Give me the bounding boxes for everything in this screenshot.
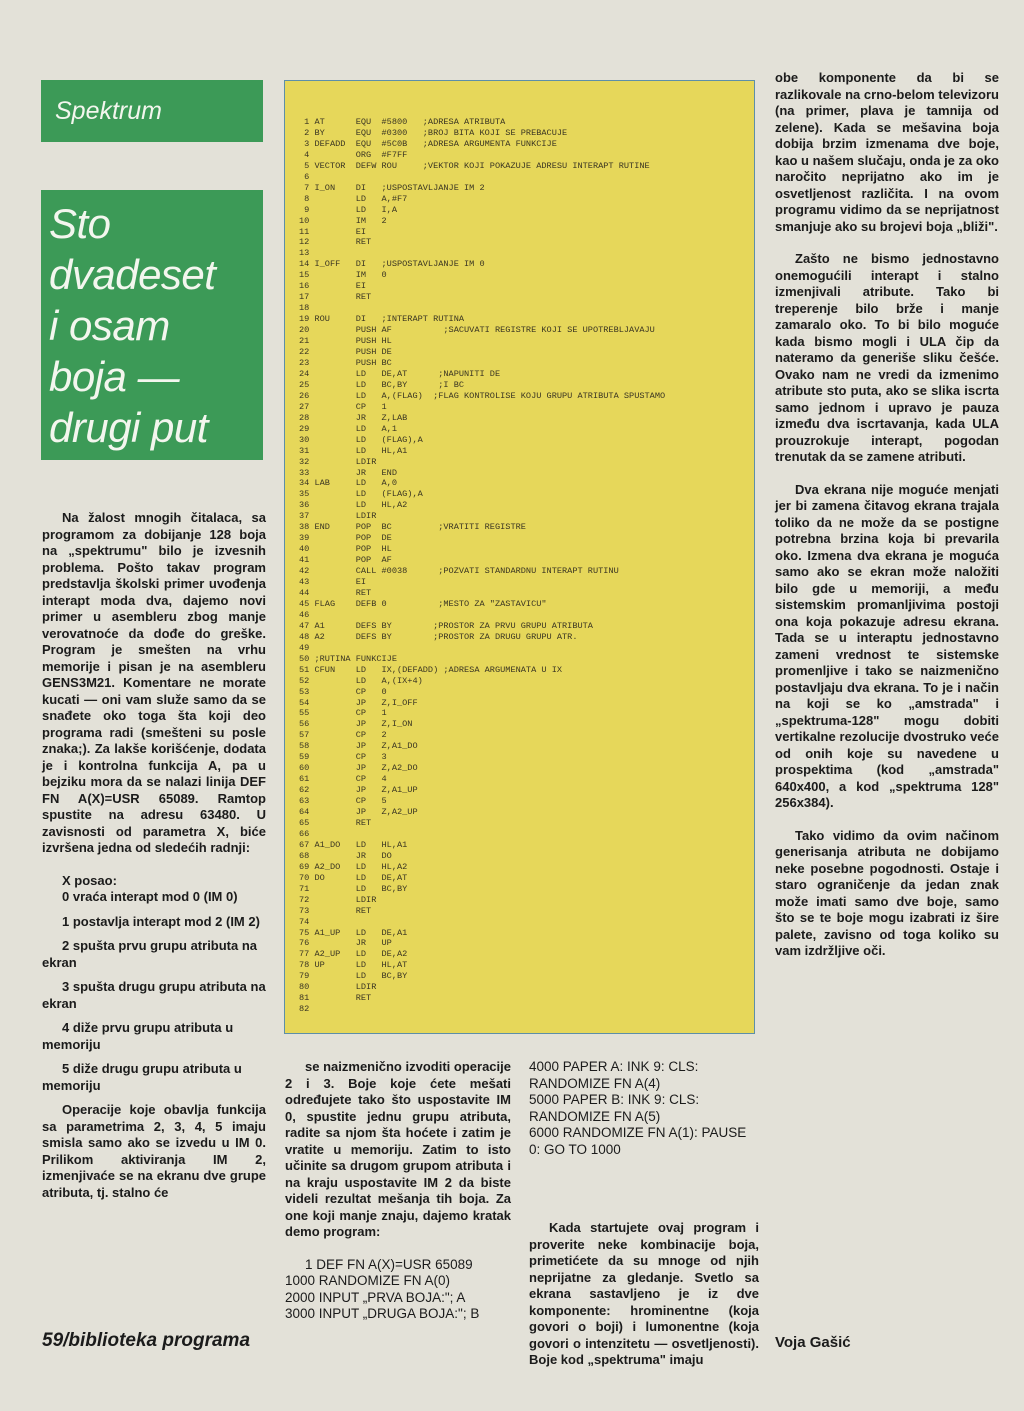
text-column-4 — [529, 1059, 759, 1369]
title-line: dvadeset — [49, 251, 216, 298]
demo-line: 6000 RANDOMIZE FN A(1): PAUSE 0: GO TO 1000 — [529, 1125, 747, 1157]
demo-line: 1000 RANDOMIZE FN A(0) — [285, 1273, 451, 1288]
demo-line: 1 DEF FN A(X)=USR 65089 — [305, 1256, 473, 1272]
x-list-item: 3 spušta drugu grupu atributa na ekran — [42, 979, 266, 1011]
page-footer: 59/biblioteka programa — [42, 1330, 251, 1351]
demo-program — [285, 1257, 511, 1323]
text-column-3 — [285, 1059, 511, 1323]
author-name: Voja Gašić — [775, 1334, 851, 1351]
x-list-item: 1 postavlja interapt mod 2 (IM 2) — [62, 913, 260, 929]
title-line: i osam — [49, 302, 170, 349]
col4-paragraph: Kada startujete ovaj program i proverite neke kombinacije boja, primetićete da su mnoge od njih neprijatne za gledanje. Svetlo sa ekrana sastavljeno je iz dve komponente: hrominentne (koja govori o boji) i lumonentne (koja govori o intenzitetu — osvetljenosti). Boje kod „spektruma" imaju — [529, 1220, 759, 1367]
demo-program-cont — [529, 1059, 759, 1158]
x-list-item: 4 diže prvu grupu atributa u memoriju — [42, 1020, 234, 1052]
demo-line: 2000 INPUT „PRVA BOJA:"; A — [285, 1289, 466, 1305]
col5-paragraph: Tako vidimo da ovim načinom generisanja atributa ne dobijamo neke posebne pogodnosti. Ostaje i staro ograničenje da jedan znak može imati samo dve boje, samo što se te boje mogu izabrati iz šire palete, zavisno od toga koliko su vam izdržljive oči. — [775, 827, 999, 958]
col5-paragraph: Dva ekrana nije moguće menjati jer bi zamena čitavog ekrana trajala toliko da ne može da se postigne potrebna brzina koja bi prevarila oko. Izmena dva ekrana je moguća samo ako se ekran može naložiti bilo gde u memoriji, a među sistemskim promanljivima postoji ona koja pokazuje adresu ekrana. Tada se u interaptu jednostavno zameni vrednost te sistemske promenljive i tako se naizmenično postavljaju dva ekrana. To je i način na koji se ko „amstrada" i „spektruma-128" mogu dobiti vertikalne rezolucije dvostruko veće od onih koje su navedene u prospektima (kod „amstrada" 640x400, a kod „spektruma 128" 256x384). — [775, 481, 999, 810]
text-column-5 — [775, 70, 999, 960]
col5-paragraph: Zašto ne bismo jednostavno onemogućili interapt i stalno izmenjivali atribute. Tako bi treperenje bilo brže i manje zamaralo oko. To bi bilo moguće kada bismo mogli i ULA čip da nateramo da generiše sliku češće. Ovako nam ne vredi da izmenimo atribute sto puta, ako se slika iscrta samo jednom i upravo je pauza između dva iscrtavanja, kada ULA prouzrokuje interapt, pogodan trenutak da se zamene atributi. — [775, 251, 999, 464]
code-listing — [284, 80, 755, 1034]
title-line: drugi put — [49, 404, 208, 451]
col5-paragraph: obe komponente da bi se razlikovale na crno-belom televizoru (na primer, plava je tamnija od zelene). Kada se mešavina boja dobija brzim izmenama dve boje, kao u našem slučaju, onda je za oko naročito neprijatno ako im je osvetljenost različita. I na ovom programu vidimo da se neprijatnost smanjuje ako su brojevi boja „bliži". — [775, 70, 999, 234]
section-label: Spektrum — [41, 80, 263, 142]
demo-line: 3000 INPUT „DRUGA BOJA:"; B — [285, 1306, 480, 1321]
x-list-item: 0 vraća interapt mod 0 (IM 0) — [62, 889, 238, 904]
intro-paragraph: Na žalost mnogih čitalaca, sa programom za dobijanje 128 boja na „spektrumu" bilo je izvesnih problema. Pošto takav program predstavlja školski primer uvođenja interapt moda dva, dajemo novi primer u asembleru zbog manje verovatnoće da dođe do greške. Program je smešten na vrhu memorije i pisan je na asembleru GENS3M21. Komentare ne morate kucati — oni vam služe samo da se snađete oko toga šta koji deo programa radi (smešteni su posle znaka;). Za lakše korišćenje, dodata je i kontrolna funkcija A, pa u bejziku mora da se nalazi linija DEF FN A(X)=USR 65089. Ramtop spustite na adresu 63480. U zavisnosti od parametra X, biće izvršena jedna od sledećih radnji: — [42, 510, 266, 855]
x-list-header: X posao: — [62, 872, 117, 888]
listing-code: 1 AT EQU #5800 ;ADRESA ATRIBUTA 2 BY EQU #0300 ;BROJ BITA KOJI SE PREBACUJE 3 DEFADD EQU #5C0B ;ADRESA ARGUMENTA FUNKCIJE 4 ORG #F7FF 5 VECTOR DEFW ROU ;VEKTOR KOJI POKAZUJE ADRESU INTERAPT RUTINE 6 7 I_ON DI ;USPOSTAVLJANJE IM 2 8 LD A,#F7 9 LD I,A 10 IM 2 11 EI 12 RET 13 14 I_OFF DI ;USPOSTAVLJANJE IM 0 15 IM 0 16 EI 17 RET 18 19 ROU DI ;INTERAPT RUTINA 20 PUSH AF ;SACUVATI REGISTRE KOJI SE UPOTREBLJAVAJU 21 PUSH HL 22 PUSH DE 23 PUSH BC 24 LD DE,AT ;NAPUNITI DE 25 LD BC,BY ;I BC 26 LD A,(FLAG) ;FLAG KONTROLISE KOJU GRUPU ATRIBUTA SPUSTAMO 27 CP 1 28 JR Z,LAB 29 LD A,1 30 LD (FLAG),A 31 LD HL,A1 32 LDIR 33 JR END 34 LAB LD A,0 35 LD (FLAG),A 36 LD HL,A2 37 LDIR 38 END POP BC ;VRATITI REGISTRE 39 POP DE 40 POP HL 41 POP AF 42 CALL #0038 ;POZVATI STANDARDNU INTERAPT RUTINU 43 EI 44 RET 45 FLAG DEFB 0 ;MESTO ZA "ZASTAVICU" 46 47 A1 DEFS BY ;PROSTOR ZA PRVU GRUPU ATRIBUTA 48 A2 DEFS BY ;PROSTOR ZA DRUGU GRUPU ATR. 49 50 ;RUTINA FUNKCIJE 51 CFUN LD IX,(DEFADD) ;ADRESA ARGUMENATA U IX 52 LD A,(IX+4) 53 CP 0 54 JP Z,I_OFF 55 CP 1 56 JP Z,I_ON 57 CP 2 58 JP Z,A1_DO 59 CP 3 60 JP Z,A2_DO 61 CP 4 62 JP Z,A1_UP 63 CP 5 64 JP Z,A2_UP 65 RET 66 67 A1_DO LD HL,A1 68 JR DO 69 A2_DO LD HL,A2 70 DO LD DE,AT 71 LD BC,BY 72 LDIR 73 RET 74 75 A1_UP LD DE,A1 76 JR UP 77 A2_UP LD DE,A2 78 UP LD HL,AT 79 LD BC,BY 80 LDIR 81 RET 82 — [299, 117, 666, 1015]
intro-column — [42, 510, 266, 1201]
x-list-item: 5 diže drugu grupu atributa u memoriju — [42, 1061, 242, 1093]
col3-paragraph: se naizmenično izvoditi operacije 2 i 3. Boje koje ćete mešati određujete tako što uspostavite IM 0, spustite jednu grupu atributa, radite sa njom šta hoćete i zatim je vratite u memoriju. Zatim to isto učinite sa drugom grupom atributa i na kraju uspostavite IM 2 da biste videli rezultat mešanja tih boja. Za one koji manje znaju, dajemo kratak demo program: — [285, 1059, 511, 1239]
article-title — [41, 190, 263, 460]
demo-line: 4000 PAPER A: INK 9: CLS: RANDOMIZE FN A(4) — [529, 1059, 699, 1091]
demo-line: 5000 PAPER B: INK 9: CLS: RANDOMIZE FN A(5) — [529, 1092, 700, 1124]
title-line: Sto — [49, 200, 111, 247]
x-list-item: 2 spušta prvu grupu atributa na ekran — [42, 938, 258, 970]
operations-paragraph: Operacije koje obavlja funkcija sa parametrima 2, 3, 4, 5 imaju smisla samo ako se izvedu u IM 0. Prilikom aktiviranja IM 2, izmenjivaće se na ekranu dve grupe atributa, tj. stalno će — [42, 1102, 266, 1200]
title-line: boja — — [49, 353, 180, 400]
